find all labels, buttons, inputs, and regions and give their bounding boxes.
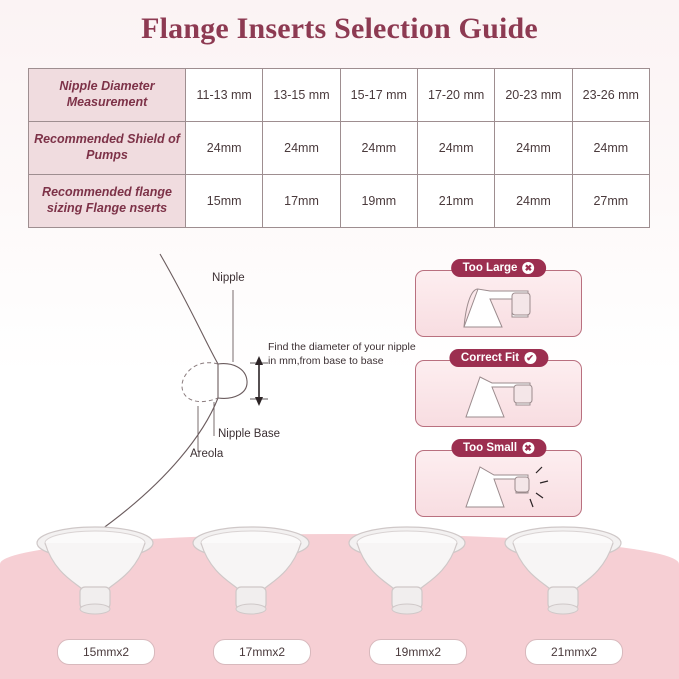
cross-icon: ✖ [522,442,534,454]
flange-insert-illustration [20,507,170,627]
product-label-17mm: 17mmx2 [213,639,311,665]
row-header-nipple-diameter: Nipple Diameter Measurement [29,69,186,122]
product-label-21mm: 21mmx2 [525,639,623,665]
cell-flange-2: 17mm [263,175,340,228]
cell-diameter-2: 13-15 mm [263,69,340,122]
label-nipple: Nipple [212,272,245,284]
cell-diameter-4: 17-20 mm [417,69,494,122]
cell-shield-3: 24mm [340,122,417,175]
fit-card-correct-fit [415,352,582,427]
cell-diameter-6: 23-26 mm [572,69,649,122]
flange-insert-illustration [488,507,638,627]
flange-insert-illustration [176,507,326,627]
product-image-21mm [488,507,638,627]
label-nipple-base: Nipple Base [218,428,281,440]
cell-flange-1: 15mm [186,175,263,228]
fit-card-too-large [415,262,582,337]
page-title: Flange Inserts Selection Guide [141,12,538,45]
fit-badge-label: Too Small [462,442,518,454]
pain-lines-icon [530,467,548,507]
measurement-note: Find the diameter of your nipple in mm,from base to base [268,341,416,368]
row-header-flange-sizing: Recommended flange sizing Flange nserts [29,175,186,228]
flange-too-large-illustration [416,271,581,336]
table-row [29,122,650,175]
cell-flange-6: 27mm [572,175,649,228]
row-header-shield: Recommended Shield of Pumps [29,122,186,175]
selection-table [28,68,650,228]
flange-correct-fit-illustration [416,361,581,426]
table-row [29,69,650,122]
cell-shield-1: 24mm [186,122,263,175]
cell-diameter-3: 15-17 mm [340,69,417,122]
product-image-15mm [20,507,170,627]
cell-shield-6: 24mm [572,122,649,175]
product-label-19mm: 19mmx2 [369,639,467,665]
table-row [29,175,650,228]
cell-flange-3: 19mm [340,175,417,228]
breast-outline-svg [0,246,420,536]
cross-icon: ✖ [522,262,534,274]
flange-insert-illustration [332,507,482,627]
fit-badge-label: Too Large [462,262,518,274]
cell-flange-5: 24mm [495,175,572,228]
cell-diameter-1: 11-13 mm [186,69,263,122]
check-icon: ✔ [524,352,536,364]
label-areola: Areola [190,448,224,460]
product-image-17mm [176,507,326,627]
anatomy-diagram [0,246,679,536]
selection-table-wrapper [28,68,650,228]
fit-badge-label: Correct Fit [460,352,520,364]
cell-diameter-5: 20-23 mm [495,69,572,122]
product-image-19mm [332,507,482,627]
cell-shield-2: 24mm [263,122,340,175]
product-label-15mm: 15mmx2 [57,639,155,665]
cell-flange-4: 21mm [417,175,494,228]
cell-shield-4: 24mm [417,122,494,175]
cell-shield-5: 24mm [495,122,572,175]
